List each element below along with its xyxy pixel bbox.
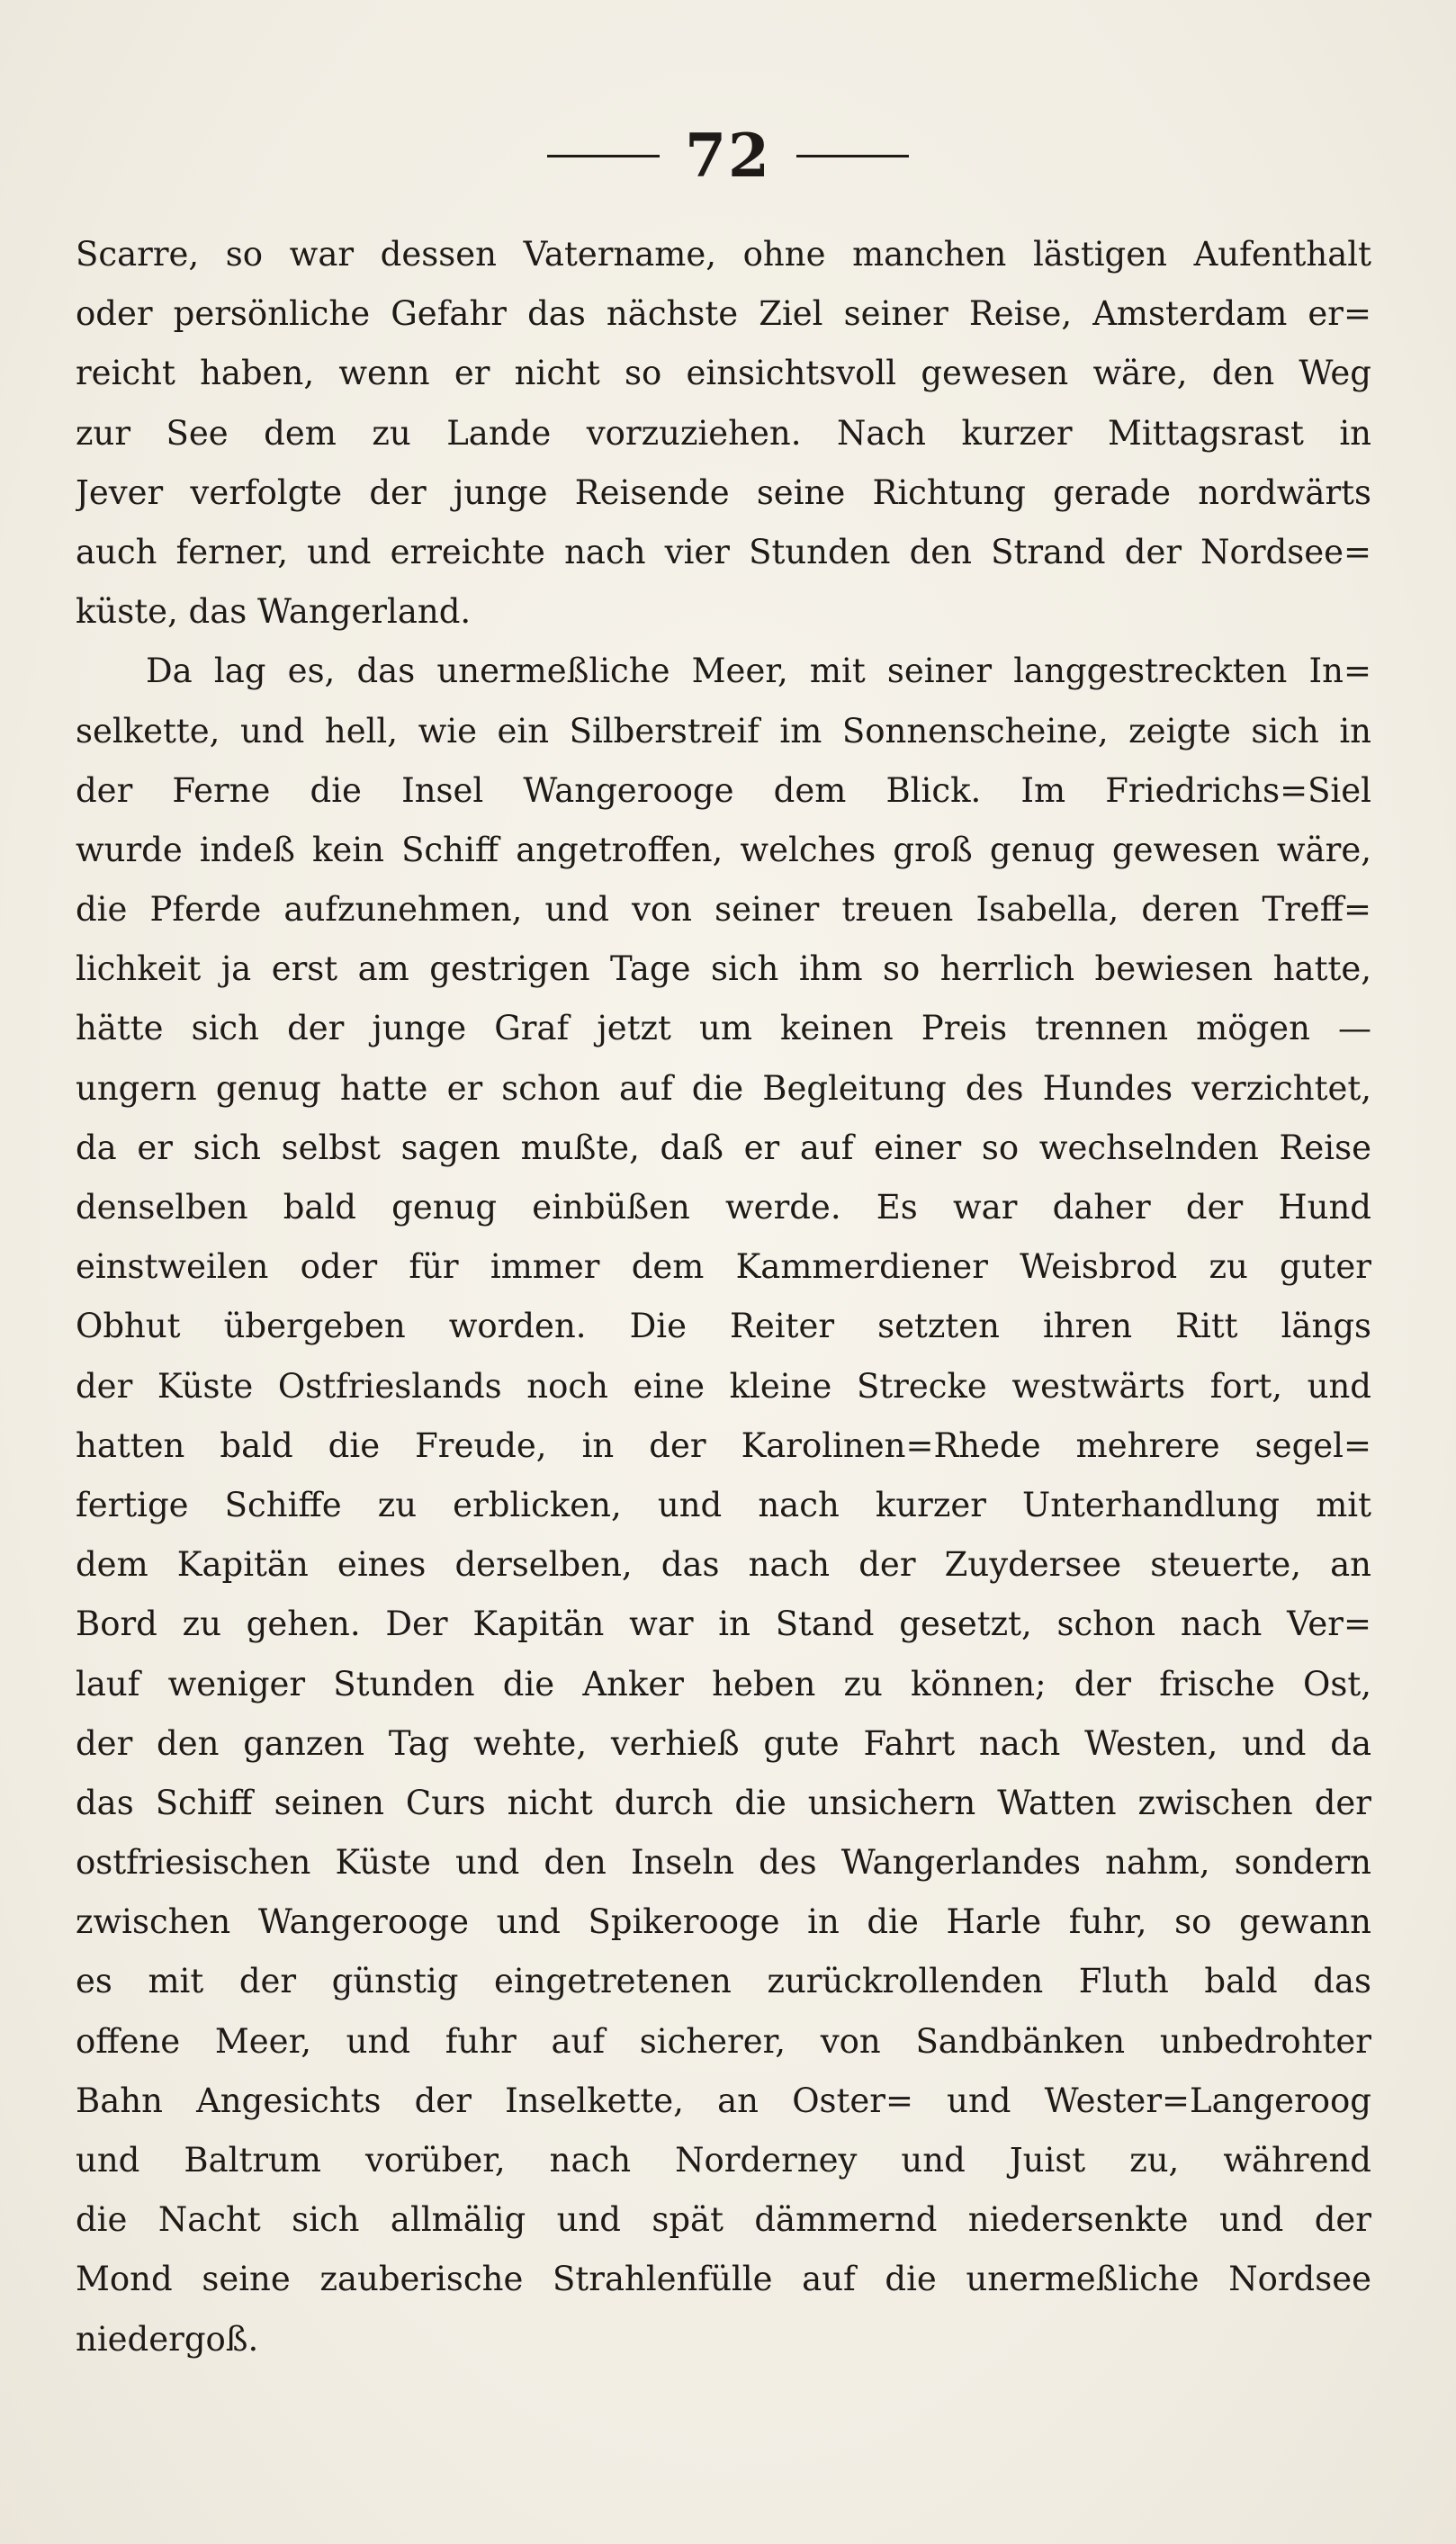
- text-line: Scarre, so war dessen Vatername, ohne manchen lästigen Aufenthalt: [76, 235, 1371, 274]
- page-header: [0, 121, 1456, 191]
- left-rule: [547, 155, 660, 157]
- text-line: auch ferner, und erreichte nach vier Stunden den Strand der Nordsee=: [76, 532, 1371, 571]
- text-line: einstweilen oder für immer dem Kammerdiener Weisbrod zu guter: [76, 1247, 1371, 1287]
- text-line: selkette, und hell, wie ein Silberstreif im Sonnenscheine, zeigte sich in: [76, 711, 1371, 751]
- text-line: offene Meer, und fuhr auf sicherer, von Sandbänken unbedrohter: [76, 2021, 1371, 2061]
- text-line: lichkeit ja erst am gestrigen Tage sich ihm so herrlich bewiesen hatte,: [76, 949, 1371, 989]
- text-line: Jever verfolgte der junge Reisende seine Richtung gerade nordwärts: [76, 472, 1371, 512]
- text-line: die Nacht sich allmälig und spät dämmernd niedersenkte und der: [76, 2200, 1371, 2240]
- text-line: Bord zu gehen. Der Kapitän war in Stand gesetzt, schon nach Ver=: [76, 1605, 1371, 1644]
- text-line: hatten bald die Freude, in der Karolinen=Rhede mehrere segel=: [76, 1425, 1371, 1465]
- text-line: Obhut übergeben worden. Die Reiter setzten ihren Ritt längs: [76, 1307, 1371, 1346]
- text-line: und Baltrum vorüber, nach Norderney und Juist zu, während: [76, 2141, 1371, 2180]
- right-rule: [796, 155, 909, 157]
- text-line: Mond seine zauberische Strahlenfülle auf die unermeßliche Nordsee: [76, 2260, 1371, 2299]
- text-line: da er sich selbst sagen mußte, daß er auf einer so wechselnden Reise: [76, 1128, 1371, 1167]
- text-line: lauf weniger Stunden die Anker heben zu können; der frische Ost,: [76, 1664, 1371, 1703]
- text-line: reicht haben, wenn er nicht so einsichtsvoll gewesen wäre, den Weg: [76, 354, 1371, 393]
- page-number: 72: [685, 121, 771, 191]
- text-line: der den ganzen Tag wehte, verhieß gute Fahrt nach Westen, und da: [76, 1723, 1371, 1763]
- text-line: niedergoß.: [76, 2319, 259, 2359]
- text-line: der Ferne die Insel Wangerooge dem Blick. Im Friedrichs=Siel: [76, 770, 1371, 810]
- text-line: denselben bald genug einbüßen werde. Es war daher der Hund: [76, 1188, 1371, 1227]
- text-line: das Schiff seinen Curs nicht durch die unsichern Watten zwischen der: [76, 1783, 1371, 1822]
- text-line: wurde indeß kein Schiff angetroffen, welches groß genug gewesen wäre,: [76, 830, 1371, 869]
- text-line: fertige Schiffe zu erblicken, und nach kurzer Unterhandlung mit: [76, 1485, 1371, 1524]
- body-text: [76, 225, 1371, 2369]
- text-line: oder persönliche Gefahr das nächste Ziel seiner Reise, Amsterdam er=: [76, 294, 1371, 334]
- text-line: es mit der günstig eingetretenen zurückrollenden Fluth bald das: [76, 1962, 1371, 2001]
- text-line: Bahn Angesichts der Inselkette, an Oster= und Wester=Langeroog: [76, 2081, 1371, 2120]
- text-line: zur See dem zu Lande vorzuziehen. Nach kurzer Mittagsrast in: [76, 413, 1371, 453]
- text-line: ungern genug hatte er schon auf die Begleitung des Hundes verzichtet,: [76, 1068, 1371, 1108]
- text-line: ostfriesischen Küste und den Inseln des Wangerlandes nahm, sondern: [76, 1843, 1371, 1883]
- text-line: die Pferde aufzunehmen, und von seiner treuen Isabella, deren Treff=: [76, 890, 1371, 930]
- text-line: der Küste Ostfrieslands noch eine kleine Strecke westwärts fort, und: [76, 1366, 1371, 1406]
- text-line: zwischen Wangerooge und Spikerooge in die Harle fuhr, so gewann: [76, 1902, 1371, 1942]
- text-line: Da lag es, das unermeßliche Meer, mit seiner langgestreckten In=: [146, 652, 1371, 691]
- text-line: hätte sich der junge Graf jetzt um keinen Preis trennen mögen —: [76, 1009, 1371, 1048]
- text-line: dem Kapitän eines derselben, das nach der Zuydersee steuerte, an: [76, 1545, 1371, 1585]
- text-line: küste, das Wangerland.: [76, 592, 472, 632]
